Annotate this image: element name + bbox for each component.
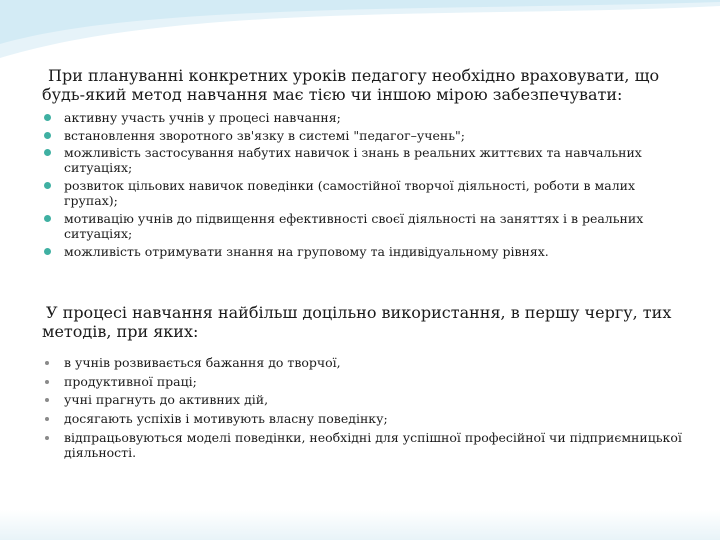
bullet-icon xyxy=(44,132,51,139)
list-item: розвиток цільових навичок поведінки (самостійної творчої діяльності, роботи в малих групах); xyxy=(42,178,682,208)
bullet-icon xyxy=(44,182,51,189)
bullet-icon xyxy=(45,361,49,365)
bullet-icon xyxy=(44,149,51,156)
bullet-icon xyxy=(44,215,51,222)
bullet-icon xyxy=(45,436,49,440)
list-item: досягають успіхів і мотивують власну поведінку; xyxy=(42,411,682,426)
list-item: встановлення зворотного зв'язку в системі "педагог–учень"; xyxy=(42,128,682,143)
list-item: можливість отримувати знання на груповому та індивідуальному рівнях. xyxy=(42,244,682,259)
bullet-icon xyxy=(44,248,51,255)
list-item: продуктивної праці; xyxy=(42,374,682,389)
bullet-icon xyxy=(45,380,49,384)
list-item: учні прагнуть до активних дій, xyxy=(42,392,682,407)
section2-heading: У процесі навчання найбільш доцільно використання, в першу чергу, тих методів, при яких: xyxy=(42,302,672,341)
list-item: відпрацьовуються моделі поведінки, необхідні для успішної професійної чи підприємницької діяльності. xyxy=(42,430,682,460)
bullet-icon xyxy=(45,417,49,421)
section2-list xyxy=(42,355,682,461)
list-item: в учнів розвивається бажання до творчої, xyxy=(42,355,682,370)
bottom-gradient-bar xyxy=(0,510,720,540)
bullet-icon xyxy=(44,114,51,121)
list-item: активну участь учнів у процесі навчання; xyxy=(42,110,682,125)
top-swoosh-decoration xyxy=(0,0,720,60)
list-item: мотивацію учнів до підвищення ефективності своєї діяльності на заняттях і в реальних ситуаціях; xyxy=(42,211,682,241)
list-item: можливість застосування набутих навичок і знань в реальних життєвих та навчальних ситуаціях; xyxy=(42,145,682,175)
bullet-icon xyxy=(45,398,49,402)
slide-content xyxy=(42,66,682,464)
section1-heading: При плануванні конкретних уроків педагогу необхідно враховувати, що будь-який метод навчання має тією чи іншою мірою забезпечувати: xyxy=(42,66,660,104)
section1-list xyxy=(42,110,682,259)
